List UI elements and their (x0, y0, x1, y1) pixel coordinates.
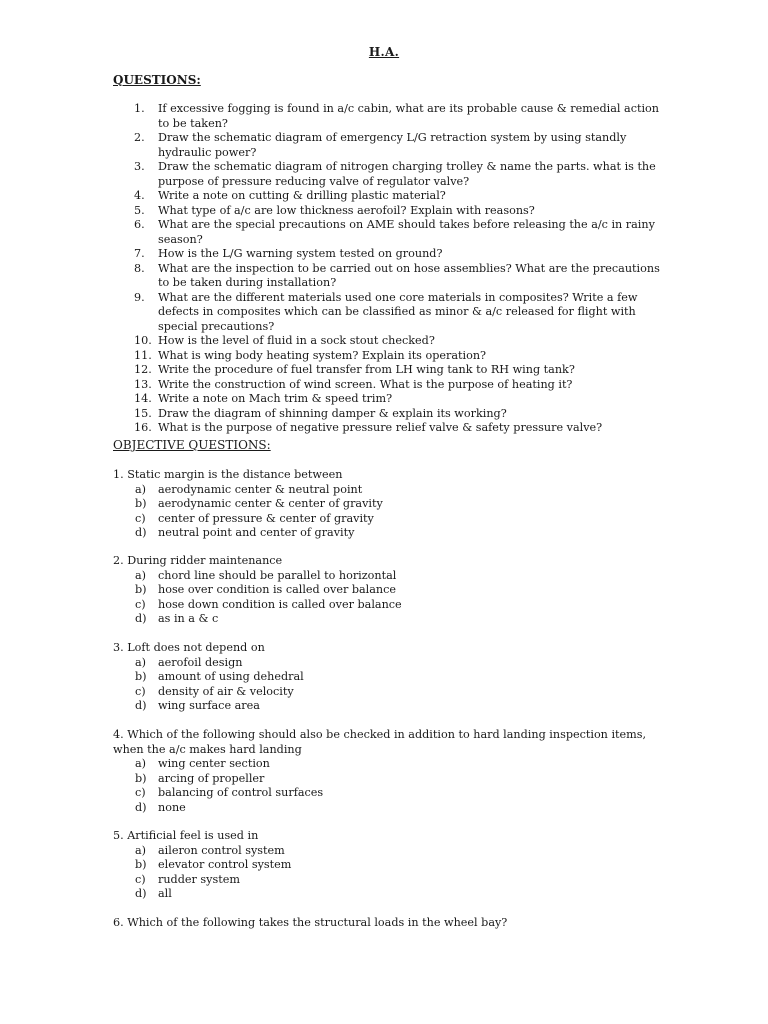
option-item (113, 685, 673, 700)
option-letter: c) (135, 597, 146, 611)
question-text: What is wing body heating system? Explain its operation? (158, 348, 487, 362)
options-list (113, 844, 673, 902)
options-list (113, 483, 673, 541)
option-item (113, 858, 673, 873)
options-list (113, 757, 673, 815)
question-number: 16. (134, 421, 152, 434)
question-item (113, 421, 673, 436)
question-text: How is the level of fluid in a sock stout checked? (158, 334, 435, 347)
option-text: aerodynamic center & neutral point (158, 482, 363, 496)
option-item (113, 757, 673, 772)
objective-question (113, 468, 673, 541)
question-text: What is the purpose of negative pressure relief valve & safety pressure valve? (158, 421, 603, 434)
question-text: Draw the schematic diagram of nitrogen charging trolley & name the parts. what is the purpose of pressure reducing valve of regulator valve? (158, 160, 656, 188)
question-text: Write a note on Mach trim & speed trim? (158, 392, 393, 405)
objective-question-stem: 1. Static margin is the distance between (113, 468, 343, 481)
option-letter: a) (135, 843, 147, 857)
question-number: 11. (134, 348, 152, 362)
option-text: amount of using dehedral (158, 670, 304, 683)
objective-question-stem: 6. Which of the following takes the structural loads in the wheel bay? (113, 916, 508, 929)
option-text: aerodynamic center & center of gravity (158, 497, 383, 510)
option-text: arcing of propeller (158, 771, 265, 785)
question-number: 6. (134, 218, 145, 231)
objective-question-stem: 2. During ridder maintenance (113, 554, 283, 567)
objective-question-stem: 4. Which of the following should also be checked in addition to hard landing inspection items, when the a/c makes hard landing (113, 728, 647, 756)
objective-question (113, 641, 673, 714)
option-text: aileron control system (158, 843, 285, 857)
question-number: 15. (134, 406, 152, 420)
question-number: 5. (134, 203, 145, 217)
option-letter: a) (135, 482, 147, 496)
option-item (113, 598, 673, 613)
option-text: hose down condition is called over balance (158, 597, 402, 611)
question-text: What are the special precautions on AME should takes before releasing the a/c in rainy season? (158, 218, 655, 246)
option-letter: d) (135, 800, 147, 814)
question-item (113, 131, 673, 160)
question-text: If excessive fogging is found in a/c cabin, what are its probable cause & remedial action to be taken? (158, 102, 659, 130)
question-item (113, 334, 673, 349)
option-text: hose over condition is called over balance (158, 583, 397, 596)
option-letter: b) (135, 771, 147, 785)
option-text: as in a & c (158, 612, 219, 625)
question-number: 13. (134, 377, 152, 391)
option-text: balancing of control surfaces (158, 786, 324, 799)
option-text: all (158, 887, 172, 900)
question-number: 1. (134, 102, 145, 115)
question-text: Draw the diagram of shinning damper & explain its working? (158, 406, 507, 420)
objective-question (113, 728, 673, 815)
question-text: Write the construction of wind screen. What is the purpose of heating it? (158, 377, 573, 391)
option-letter: b) (135, 583, 147, 596)
question-number: 9. (134, 290, 145, 304)
question-item (113, 189, 673, 204)
option-text: wing center section (158, 757, 270, 770)
question-text: What are the different materials used one core materials in composites? Write a few defects in composites which can be classified as minor & a/c released for flight with special precautions? (158, 290, 638, 333)
question-number: 14. (134, 392, 152, 405)
document-title: H.A. (368, 45, 400, 59)
option-letter: d) (135, 887, 147, 900)
option-item (113, 612, 673, 627)
option-letter: b) (135, 670, 147, 683)
option-item (113, 583, 673, 598)
option-item (113, 512, 673, 527)
question-number: 3. (134, 160, 145, 173)
option-letter: d) (135, 699, 147, 712)
question-item (113, 262, 673, 291)
questions-heading: QUESTIONS: (113, 73, 201, 87)
objective-question-stem: 5. Artificial feel is used in (113, 829, 259, 842)
option-text: density of air & velocity (158, 684, 294, 698)
option-item (113, 873, 673, 888)
option-item (113, 670, 673, 685)
question-item (113, 349, 673, 364)
option-item (113, 483, 673, 498)
option-item (113, 569, 673, 584)
objective-heading: OBJECTIVE QUESTIONS: (113, 438, 271, 452)
option-text: wing surface area (158, 699, 260, 712)
option-text: neutral point and center of gravity (158, 526, 355, 539)
options-list (113, 656, 673, 714)
question-item (113, 218, 673, 247)
option-letter: a) (135, 757, 147, 770)
question-item (113, 204, 673, 219)
question-text: Draw the schematic diagram of emergency L/G retraction system by using standly hydraulic power? (158, 131, 627, 159)
option-item (113, 844, 673, 859)
option-letter: c) (135, 872, 146, 886)
option-text: center of pressure & center of gravity (158, 511, 374, 525)
question-item (113, 407, 673, 422)
option-item (113, 786, 673, 801)
option-letter: b) (135, 497, 147, 510)
option-letter: c) (135, 511, 146, 525)
option-item (113, 526, 673, 541)
question-item (113, 247, 673, 262)
objective-question (113, 916, 673, 931)
option-letter: c) (135, 786, 146, 799)
option-item (113, 699, 673, 714)
questions-list (113, 102, 673, 436)
question-number: 7. (134, 247, 145, 260)
question-number: 8. (134, 261, 145, 275)
option-item (113, 801, 673, 816)
question-number: 10. (134, 334, 152, 347)
option-item (113, 656, 673, 671)
question-item (113, 102, 673, 131)
option-text: elevator control system (158, 858, 292, 871)
objective-question-stem: 3. Loft does not depend on (113, 641, 265, 654)
question-item (113, 392, 673, 407)
option-text: rudder system (158, 872, 240, 886)
option-letter: a) (135, 655, 147, 669)
question-text: What are the inspection to be carried out on hose assemblies? What are the precautions to be taken during installation? (158, 261, 660, 289)
option-item (113, 497, 673, 512)
options-list (113, 569, 673, 627)
question-text: Write a note on cutting & drilling plastic material? (158, 189, 446, 202)
question-number: 2. (134, 131, 145, 144)
option-text: aerofoil design (158, 655, 243, 669)
option-letter: b) (135, 858, 147, 871)
question-text: How is the L/G warning system tested on ground? (158, 247, 443, 260)
option-item (113, 772, 673, 787)
option-item (113, 887, 673, 902)
option-letter: a) (135, 568, 147, 582)
question-number: 12. (134, 363, 152, 376)
objective-question (113, 554, 673, 627)
option-text: chord line should be parallel to horizontal (158, 568, 397, 582)
question-text: What type of a/c are low thickness aerofoil? Explain with reasons? (158, 203, 535, 217)
question-item (113, 378, 673, 393)
option-letter: d) (135, 612, 147, 625)
question-item (113, 291, 673, 335)
objective-question (113, 829, 673, 902)
question-item (113, 160, 673, 189)
question-number: 4. (134, 189, 145, 202)
option-letter: c) (135, 684, 146, 698)
question-text: Write the procedure of fuel transfer from LH wing tank to RH wing tank? (158, 363, 575, 376)
option-letter: d) (135, 526, 147, 539)
question-item (113, 363, 673, 378)
option-text: none (158, 800, 186, 814)
